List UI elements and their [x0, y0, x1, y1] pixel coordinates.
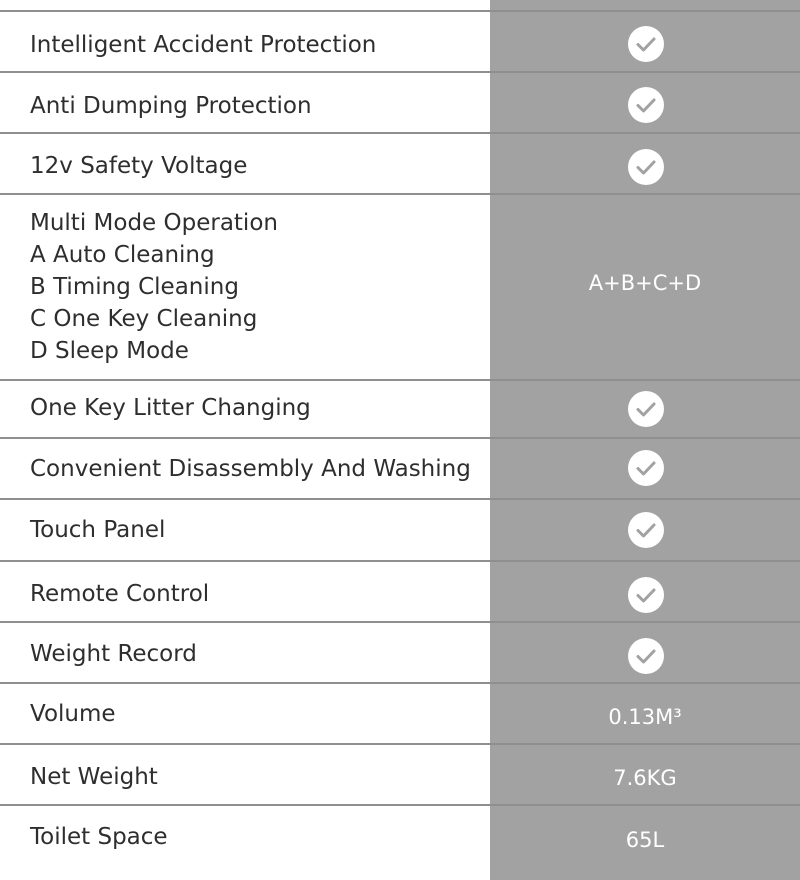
feature-value: 65L	[625, 828, 665, 852]
feature-label: Toilet Space	[30, 824, 168, 850]
check-circle-icon	[628, 26, 664, 62]
row-divider	[0, 804, 800, 806]
feature-label: 12v Safety Voltage	[30, 153, 248, 179]
feature-label-multiline	[30, 207, 485, 367]
feature-label-line: Multi Mode Operation	[30, 210, 278, 236]
feature-label: Weight Record	[30, 641, 197, 667]
row-divider	[0, 560, 800, 562]
check-circle-icon	[628, 149, 664, 185]
row-divider	[0, 132, 800, 134]
feature-value: 7.6KG	[613, 766, 677, 790]
feature-value: A+B+C+D	[588, 271, 702, 295]
feature-label: Volume	[30, 701, 116, 727]
row-divider	[0, 498, 800, 500]
feature-label: Convenient Disassembly And Washing	[30, 456, 471, 482]
row-divider	[0, 743, 800, 745]
check-circle-icon	[628, 577, 664, 613]
feature-value: 0.13M³	[608, 705, 682, 729]
feature-label: Anti Dumping Protection	[30, 93, 312, 119]
row-divider	[0, 10, 800, 12]
feature-label: Remote Control	[30, 581, 210, 607]
feature-label: Net Weight	[30, 764, 158, 790]
check-circle-icon	[628, 512, 664, 548]
feature-label-line: D Sleep Mode	[30, 338, 189, 364]
feature-label-line: C One Key Cleaning	[30, 306, 258, 332]
row-divider	[0, 682, 800, 684]
row-divider	[0, 71, 800, 73]
check-circle-icon	[628, 450, 664, 486]
row-divider	[0, 193, 800, 195]
check-circle-icon	[628, 638, 664, 674]
feature-label: Intelligent Accident Protection	[30, 32, 377, 58]
row-divider	[0, 437, 800, 439]
feature-label-line: A Auto Cleaning	[30, 242, 215, 268]
row-divider	[0, 379, 800, 381]
feature-label: One Key Litter Changing	[30, 395, 311, 421]
check-circle-icon	[628, 87, 664, 123]
check-circle-icon	[628, 391, 664, 427]
feature-label-line: B Timing Cleaning	[30, 274, 239, 300]
feature-label: Touch Panel	[30, 517, 166, 543]
row-divider	[0, 621, 800, 623]
